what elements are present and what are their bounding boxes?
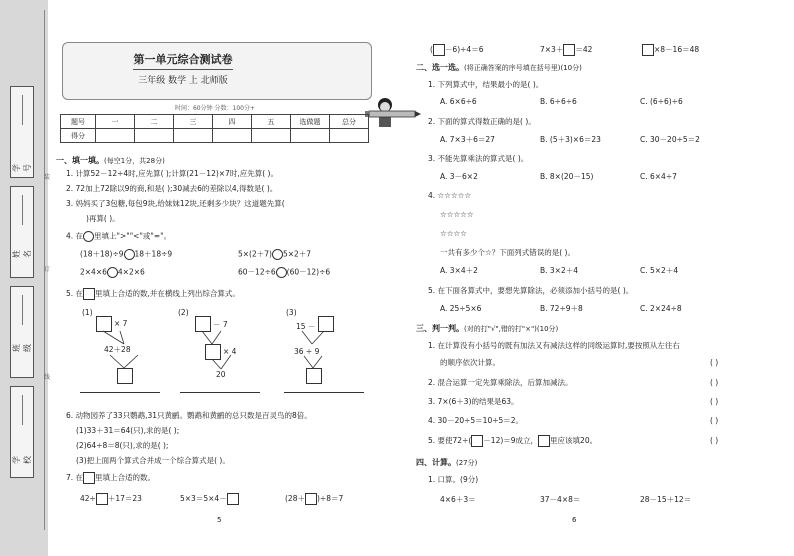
calc-item-2[interactable]: 37－4×8＝	[540, 495, 581, 504]
square-blank-icon	[538, 435, 550, 447]
fill-top-c: ×8－16＝48	[642, 44, 699, 56]
diagram-1-label: (1)	[82, 308, 93, 317]
choice-q3-a[interactable]: A. 3－6×2	[440, 172, 478, 181]
table-cell: 二	[135, 115, 174, 129]
score-cell[interactable]	[291, 129, 330, 143]
question-1-6-2: (2)64÷8＝8(只),求的是( );	[76, 441, 169, 450]
table-cell: 四	[213, 115, 252, 129]
score-table-header-row	[61, 115, 369, 129]
compare-2b: 60－12÷6 (60－12)÷6	[238, 267, 331, 277]
choice-q2-a[interactable]: A. 7×3＋6＝27	[440, 135, 495, 144]
choice-q4-stars-2: ☆☆☆☆☆	[440, 210, 474, 219]
choice-q5-c[interactable]: C. 2×24÷8	[640, 304, 682, 313]
diagram-2-bottom: 20	[216, 370, 226, 379]
student-name-label: 姓名	[12, 250, 32, 258]
fill-7c: (28＋ )÷8＝7	[285, 494, 344, 503]
question-1-6-1: (1)33＋31＝64(只),求的是( );	[76, 426, 180, 435]
judge-1b: 的顺序依次计算。	[440, 358, 500, 367]
choice-q1-c[interactable]: C. (6÷6)÷6	[640, 97, 683, 106]
school-label: 学校	[12, 456, 32, 464]
judge-3: 3. 7×(6＋3)的结果是63。	[428, 397, 519, 406]
question-1-6-3: (3)把上面两个算式合并成一个综合算式是( )。	[76, 456, 230, 465]
choice-q5-b[interactable]: B. 72÷9＋8	[540, 304, 583, 313]
calc-item-3[interactable]: 28－15＋12＝	[640, 495, 692, 504]
judge-4-answer[interactable]: ( )	[710, 416, 719, 425]
compare-1b: 5×(2＋7) 5×2＋7	[238, 249, 312, 259]
table-cell: 得分	[61, 129, 96, 143]
diagram-3-top: 15 －	[296, 322, 316, 331]
question-1-2: 2. 72加上72除以9的商,和是( );30减去6的差除以4,得数是( )。	[66, 184, 278, 193]
question-1-4: 4. 在 里填上">""<"或"="。	[66, 231, 172, 241]
diagram-1-answer-line[interactable]	[80, 392, 160, 393]
score-cell[interactable]	[213, 129, 252, 143]
score-cell[interactable]	[330, 129, 369, 143]
choice-q1-a[interactable]: A. 6×6÷6	[440, 97, 477, 106]
diagram-3-label: (3)	[286, 308, 297, 317]
page-title: 第一单元综合测试卷	[133, 53, 233, 66]
fill-box[interactable]	[563, 44, 575, 56]
choice-q4-stars-1: 4. ☆☆☆☆☆	[428, 191, 472, 200]
strip-mark-1: 装	[44, 174, 51, 181]
diagram-3-mid: 36 ÷ 9	[294, 347, 320, 356]
judge-4: 4. 30－20÷5＝10÷5＝2。	[428, 416, 524, 425]
diagram-3-box-result[interactable]	[306, 368, 322, 384]
choice-q4-text: 一共有多少个☆？下面列式错误的是( )。	[440, 248, 575, 257]
question-1-3a: 3. 妈妈买了3包糖,每包9块,给妹妹12块,还剩多少块？这道题先算(	[66, 199, 285, 208]
school-box[interactable]	[10, 386, 34, 478]
fill-box[interactable]	[227, 493, 239, 505]
fill-7b: 5×3＝5×4－	[180, 493, 239, 505]
choice-q2-c[interactable]: C. 30－20÷5＝2	[640, 135, 700, 144]
diagram-2-answer-line[interactable]	[180, 392, 260, 393]
class-label: 班级	[12, 344, 32, 352]
compare-circle[interactable]	[276, 267, 287, 278]
score-table-score-row	[61, 129, 369, 143]
student-name-box[interactable]	[10, 186, 34, 278]
score-cell[interactable]	[252, 129, 291, 143]
fill-top-a: ( －6)÷4＝6	[430, 45, 484, 54]
table-cell: 总分	[330, 115, 369, 129]
cartoon-pencil-icon	[363, 89, 423, 133]
diagram-1-box-result[interactable]	[117, 368, 133, 384]
judge-1a: 1. 在计算没有小括号的既有加法又有减法这样的同级运算时,要按照从左往右	[428, 341, 680, 350]
student-id-box[interactable]	[10, 86, 34, 178]
choice-q3: 3. 不能先算乘法的算式是( )。	[428, 154, 529, 163]
diagram-1-op: × 7	[114, 319, 128, 328]
class-box[interactable]	[10, 286, 34, 378]
diagram-1-mid: 42＋28	[104, 345, 131, 354]
page-subtitle: 三年级 数学 上 北师版	[138, 76, 228, 86]
page-number-right: 6	[572, 516, 577, 524]
table-cell: 选做题	[291, 115, 330, 129]
student-id-label: 学号	[12, 164, 32, 172]
fill-box[interactable]	[305, 493, 317, 505]
diagram-2-op: － 7	[213, 320, 228, 329]
score-table	[60, 114, 369, 143]
fill-box[interactable]	[471, 435, 483, 447]
compare-1a: (18＋18)÷9 18＋18÷9	[80, 249, 173, 259]
table-cell: 五	[252, 115, 291, 129]
choice-q3-b[interactable]: B. 8×(20－15)	[540, 172, 594, 181]
table-cell: 三	[174, 115, 213, 129]
section-3-heading: 三、判一判。(对的打"√",错的打"×")(10分)	[416, 324, 559, 333]
square-blank-icon	[83, 472, 95, 484]
question-1-1: 1. 计算52－12÷4时,应先算( );计算(21－12)×7时,应先算( )。	[66, 169, 278, 178]
choice-q3-c[interactable]: C. 6×4÷7	[640, 172, 677, 181]
table-cell: 题号	[61, 115, 96, 129]
strip-mark-3: 线	[44, 374, 51, 381]
choice-q1: 1. 下列算式中，结果最小的是( )。	[428, 80, 544, 89]
compare-circle[interactable]	[124, 249, 135, 260]
time-score-info: 时间：60分钟 分数：100分+	[174, 105, 256, 112]
question-1-6: 6. 动物园养了33只鹦鹉,31只黄鹂。鹦鹉和黄鹂的总只数是百灵鸟的8倍。	[66, 411, 312, 420]
table-cell: 一	[96, 115, 135, 129]
judge-5: 5. 要使72÷( －12)＝9成立， 里应该填20。	[428, 436, 598, 445]
choice-q4-c[interactable]: C. 5×2＋4	[640, 266, 679, 275]
judge-2-answer[interactable]: ( )	[710, 378, 719, 387]
diagram-1-lines	[96, 330, 156, 370]
diagram-2-side: × 4	[223, 347, 237, 356]
compare-circle[interactable]	[107, 267, 118, 278]
strip-mark-2: 订	[44, 266, 51, 273]
page-number-left: 5	[217, 516, 222, 524]
diagram-3-lines	[296, 330, 356, 370]
choice-q2: 2. 下面的算式得数正确的是( )。	[428, 117, 536, 126]
question-1-5: 5. 在 里填上合适的数,并在横线上列出综合算式。	[66, 289, 240, 298]
circle-blank-icon	[83, 231, 94, 242]
choice-q4-b[interactable]: B. 3×2＋4	[540, 266, 579, 275]
diagram-3-answer-line[interactable]	[284, 392, 364, 393]
compare-2a: 2×4×6 4×2×6	[80, 267, 145, 277]
choice-q1-b[interactable]: B. 6÷6÷6	[540, 97, 577, 106]
fill-top-b: 7×3＋ ＝42	[540, 45, 593, 54]
fill-box[interactable]	[433, 44, 445, 56]
diagram-2-label: (2)	[178, 308, 189, 317]
choice-q2-b[interactable]: B. (5＋3)×6＝23	[540, 135, 601, 144]
section-1-heading: 一、填一填。(每空1分，共28分)	[56, 156, 165, 165]
section-2-heading: 二、选一选。(将正确答案的序号填在括号里)(10分)	[416, 63, 582, 72]
choice-q4-a[interactable]: A. 3×4＋2	[440, 266, 478, 275]
compare-circle[interactable]	[272, 249, 283, 260]
judge-2: 2. 混合运算一定先算乘除法，后算加减法。	[428, 378, 573, 387]
fill-7a: 42÷ ＋17＝23	[80, 494, 142, 503]
judge-1-answer[interactable]: ( )	[710, 358, 719, 367]
choice-q5-a[interactable]: A. 25÷5×6	[440, 304, 482, 313]
choice-q4-stars-3: ☆☆☆☆	[440, 229, 467, 238]
score-cell[interactable]	[96, 129, 135, 143]
score-cell[interactable]	[174, 129, 213, 143]
judge-5-answer[interactable]: ( )	[710, 436, 719, 445]
judge-3-answer[interactable]: ( )	[710, 397, 719, 406]
calc-item-1[interactable]: 4×6＋3＝	[440, 495, 476, 504]
section-4-heading: 四、计算。(27分)	[416, 458, 478, 467]
question-1-3b: )再算( )。	[86, 214, 120, 223]
diagram-2-lines	[195, 330, 255, 370]
choice-q5: 5. 在下面各算式中，要想先算除法，必须添加小括号的是( )。	[428, 286, 634, 295]
score-cell[interactable]	[135, 129, 174, 143]
question-1-7: 7. 在 里填上合适的数。	[66, 473, 156, 482]
fill-box[interactable]	[96, 493, 108, 505]
fill-box[interactable]	[642, 44, 654, 56]
calc-heading: 1. 口算。(9分)	[428, 475, 479, 484]
title-card	[62, 42, 372, 100]
square-blank-icon	[83, 288, 95, 300]
